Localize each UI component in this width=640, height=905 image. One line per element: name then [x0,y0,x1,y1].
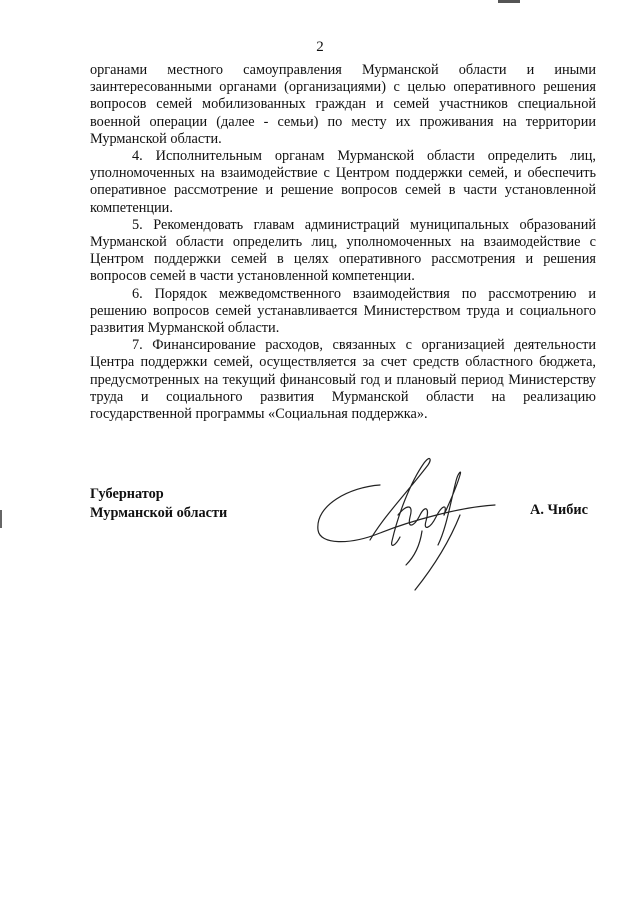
scan-mark-top [498,0,520,3]
paragraph-5: 5. Рекомендовать главам администраций муниципальных образований Мурманской области определить лиц, уполномоченных на взаимодействие с Центром поддержки семей в целях оперативного рассмотрения и решения вопросов семей в части установленной компетенции. [90,216,596,285]
handwritten-signature [310,445,510,595]
paragraph-4: 4. Исполнительным органам Мурманской области определить лиц, уполномоченных на взаимодействие с Центром поддержки семей, и обеспечить оперативное рассмотрение и решение вопросов семей в части установленной компетенции. [90,148,596,216]
paragraph-7: 7. Финансирование расходов, связанных с организацией деятельности Центра поддержки семей, осуществляется за счет средств областного бюджета, предусмотренных на текущий финансовый год и плановый период Министерству труда и социального развития Мурманской области на реализацию государственной программы «Социальная поддержка». [90,337,596,423]
signatory-position [90,485,227,523]
signatory-region: Мурманской области [90,505,228,521]
paragraph-continuation: органами местного самоуправления Мурманской области и иными заинтересованными органами (организациями) с целью оперативного решения вопросов семей мобилизованных граждан и семей участников специальной военной операции (далее - семьи) по месту их проживания на территории Мурманской области. [90,62,596,147]
scan-mark-side [0,510,2,528]
signatory-name: А. Чибис [530,502,588,518]
page-number: 2 [316,39,324,55]
signatory-title: Губернатор [90,486,164,502]
paragraph-6: 6. Порядок межведомственного взаимодействия по рассмотрению и решению вопросов семей устанавливается Министерством труда и социального развития Мурманской области. [90,285,596,337]
document-body [90,62,596,423]
